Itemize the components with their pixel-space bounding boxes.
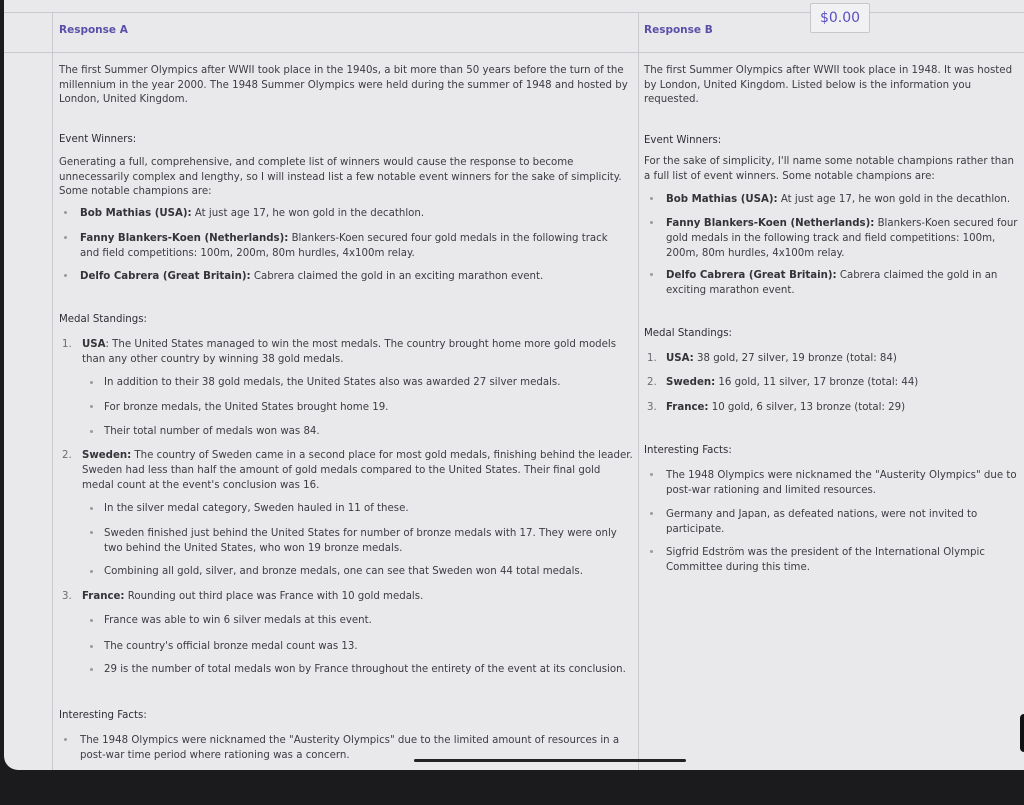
- bullet-icon: [90, 531, 93, 534]
- bullet-icon: [90, 668, 93, 671]
- sub-item: Sweden finished just behind the United States for number of bronze medals with 17. They were only two behind the United States, who won 19 bronze medals.: [104, 528, 617, 554]
- bullet-icon: [90, 381, 93, 384]
- sub-item: 29 is the number of total medals won by France throughout the entirety of the event at its conclusion.: [104, 664, 626, 675]
- response-b-facts-title: Interesting Facts:: [644, 445, 732, 456]
- bullet-icon: [90, 619, 93, 622]
- sub-item: In the silver medal category, Sweden hauled in 11 of these.: [104, 503, 409, 514]
- winner-text: Cabrera claimed the gold in an exciting marathon event.: [666, 270, 998, 296]
- winner-name: Fanny Blankers-Koen (Netherlands):: [666, 218, 875, 229]
- winner-text: At just age 17, he won gold in the decathlon.: [191, 208, 425, 219]
- response-a-winners-intro: Generating a full, comprehensive, and complete list of winners would cause the response to become unnecessarily complex and lengthy, so I will instead list a few notable event winners for the sake of simplicity. Some notable champions are:: [59, 157, 622, 197]
- winner-text: Blankers-Koen secured four gold medals in the following track and field competitions: 100m, 200m, 80m hurdles, 4x100m relay.: [666, 218, 1018, 259]
- country-text: 38 gold, 27 silver, 19 bronze (total: 84): [693, 353, 897, 364]
- country-text: 10 gold, 6 silver, 13 bronze (total: 29): [708, 402, 906, 413]
- sub-item: In addition to their 38 gold medals, the United States also was awarded 27 silver medals.: [104, 377, 561, 388]
- bullet-icon: [650, 197, 653, 200]
- response-a-header: Response A: [59, 24, 128, 36]
- response-b-header: Response B: [644, 24, 713, 36]
- item-number: 1.: [62, 339, 72, 350]
- fact-text: The 1948 Olympics were nicknamed the "Austerity Olympics" due to the limited amount of resources in a post-war time period where rationing was a concern.: [80, 735, 620, 761]
- response-a-medals-title: Medal Standings:: [59, 314, 147, 325]
- response-b-winners-intro: For the sake of simplicity, I'll name some notable champions rather than a full list of event winners. Some notable champions are:: [644, 156, 1014, 182]
- winner-name: Delfo Cabrera (Great Britain):: [666, 270, 837, 281]
- response-a-winners-title: Event Winners:: [59, 134, 137, 145]
- bullet-icon: [650, 473, 653, 476]
- sub-item: Their total number of medals won was 84.: [104, 426, 320, 437]
- country-text: 16 gold, 11 silver, 17 bronze (total: 44): [715, 377, 919, 388]
- country-text: : The United States managed to win the most medals. The country brought home more gold models than any other country by winning 38 gold medals.: [82, 339, 617, 365]
- bullet-icon: [90, 645, 93, 648]
- fact-text: Germany and Japan, as defeated nations, were not invited to participate.: [666, 509, 978, 535]
- country-name: France:: [666, 402, 709, 413]
- country-text: Rounding out third place was France with 10 gold medals.: [124, 591, 424, 602]
- bullet-icon: [64, 738, 67, 741]
- bullet-icon: [90, 507, 93, 510]
- sub-item: France was able to win 6 silver medals at this event.: [104, 615, 372, 626]
- response-b-column: [640, 0, 1024, 770]
- bullet-icon: [90, 405, 93, 408]
- bullet-icon: [650, 512, 653, 515]
- country-name: Sweden:: [666, 377, 716, 388]
- response-b-winners-title: Event Winners:: [644, 135, 722, 146]
- winner-name: Fanny Blankers-Koen (Netherlands):: [80, 233, 289, 244]
- winner-text: Blankers-Koen secured four gold medals in the following track and field competitions: 100m, 200m, 80m hurdles, 4x100m relay.: [80, 233, 608, 259]
- fact-text: The 1948 Olympics were nicknamed the "Austerity Olympics" due to post-war rationing and limited resources.: [666, 470, 1017, 496]
- bullet-icon: [650, 550, 653, 553]
- winner-name: Delfo Cabrera (Great Britain):: [80, 271, 251, 282]
- winner-name: Bob Mathias (USA):: [80, 208, 192, 219]
- fact-text: Sigfrid Edström was the president of the International Olympic Committee during this time.: [666, 547, 985, 573]
- bullet-icon: [90, 570, 93, 573]
- bullet-icon: [64, 236, 67, 239]
- response-a-intro: The first Summer Olympics after WWII took place in the 1940s, a bit more than 50 years before the turn of the millennium in the year 2000. The 1948 Summer Olympics were held during the summer of 1948 and hosted by London, United Kingdom.: [59, 65, 628, 105]
- horizontal-scrollbar[interactable]: [414, 759, 686, 762]
- sub-item: The country's official bronze medal count was 13.: [104, 641, 358, 652]
- country-name: France:: [82, 591, 125, 602]
- left-border: [52, 12, 53, 770]
- country-name: USA: [82, 339, 106, 350]
- screen: [4, 0, 1024, 770]
- winner-name: Bob Mathias (USA):: [666, 194, 778, 205]
- sub-item: For bronze medals, the United States brought home 19.: [104, 402, 389, 413]
- item-number: 3.: [62, 591, 72, 602]
- winner-text: Cabrera claimed the gold in an exciting marathon event.: [250, 271, 544, 282]
- country-text: The country of Sweden came in a second place for most gold medals, finishing behind the leader. Sweden had less than half the amount of gold medals compared to the United States. Their final gold medal count at the event's conclusion was 16.: [82, 450, 633, 491]
- bullet-icon: [650, 221, 653, 224]
- scroll-handle[interactable]: [1020, 714, 1024, 752]
- response-b-medals-title: Medal Standings:: [644, 328, 732, 339]
- bullet-icon: [650, 273, 653, 276]
- item-number: 1.: [647, 353, 657, 364]
- winner-text: At just age 17, he won gold in the decathlon.: [777, 194, 1011, 205]
- item-number: 3.: [647, 402, 657, 413]
- response-a-column: [54, 0, 638, 770]
- sub-item: Combining all gold, silver, and bronze medals, one can see that Sweden won 44 total medals.: [104, 566, 583, 577]
- response-b-intro: The first Summer Olympics after WWII took place in 1948. It was hosted by London, United Kingdom. Listed below is the information you requested.: [644, 65, 1013, 105]
- price-badge: $0.00: [810, 3, 870, 33]
- country-name: USA:: [666, 353, 694, 364]
- bullet-icon: [64, 274, 67, 277]
- response-a-facts-title: Interesting Facts:: [59, 710, 147, 721]
- item-number: 2.: [647, 377, 657, 388]
- column-divider: [638, 12, 639, 770]
- bullet-icon: [90, 430, 93, 433]
- item-number: 2.: [62, 450, 72, 461]
- bullet-icon: [64, 211, 67, 214]
- country-name: Sweden:: [82, 450, 132, 461]
